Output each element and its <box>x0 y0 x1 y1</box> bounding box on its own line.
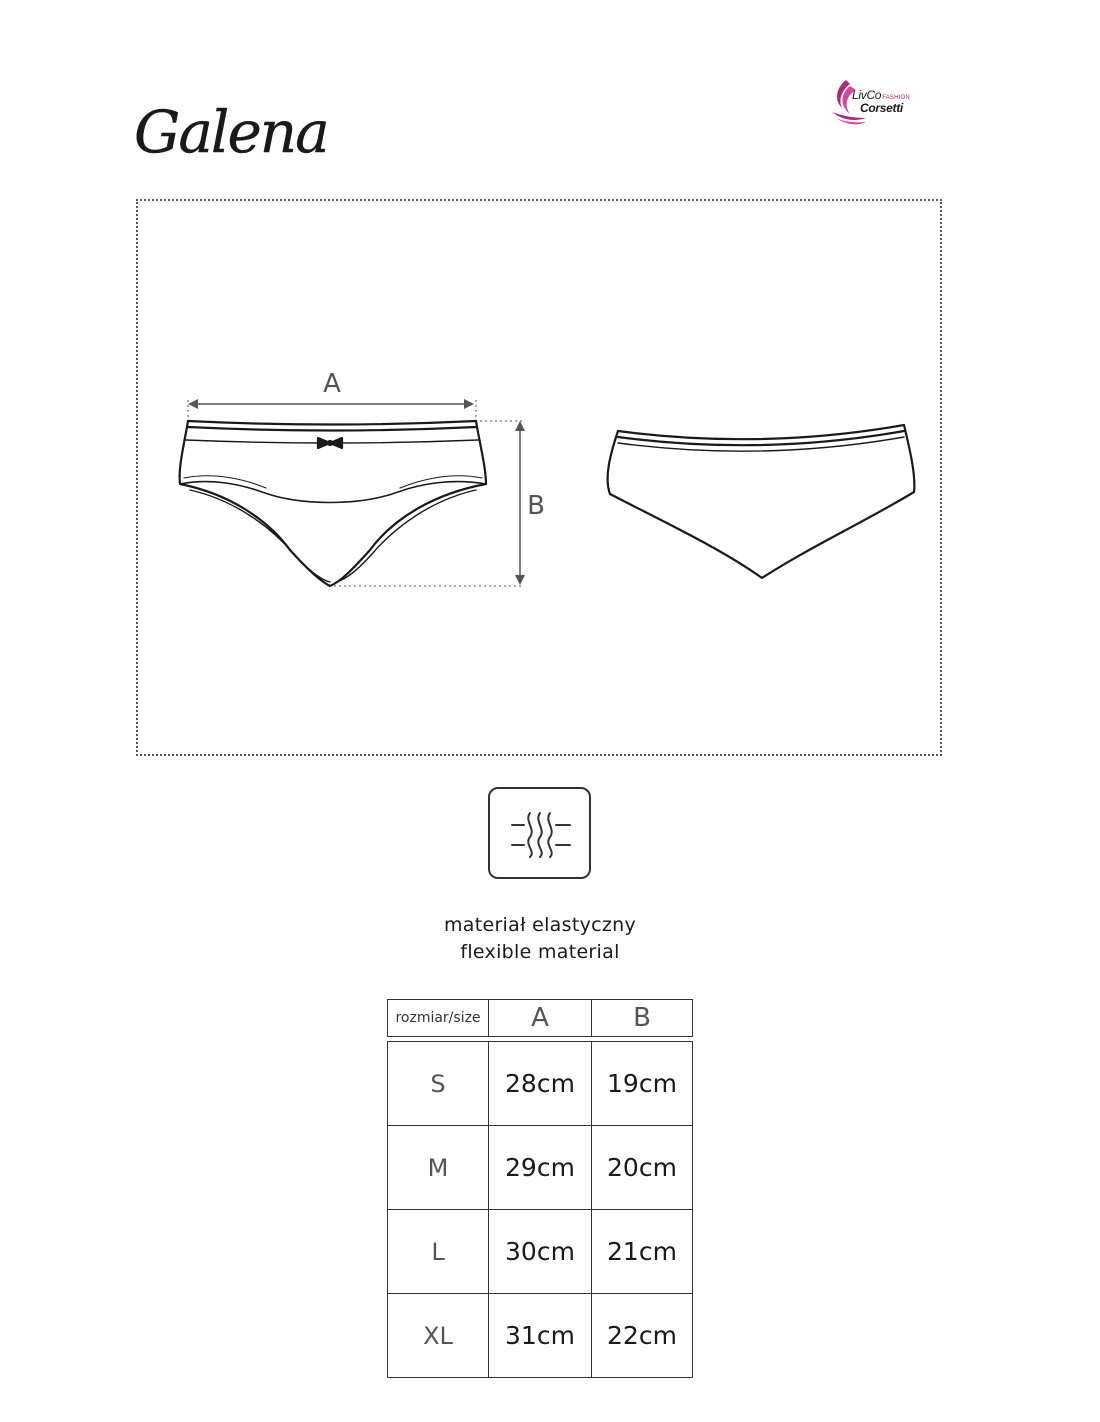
value-a-cell: 31cm <box>489 1294 592 1378</box>
value-b-cell: 20cm <box>592 1126 693 1210</box>
size-cell: S <box>388 1042 489 1126</box>
measurement-b-label: B <box>527 491 545 521</box>
value-b-cell: 22cm <box>592 1294 693 1378</box>
table-row <box>388 1126 693 1210</box>
table-row <box>388 1210 693 1294</box>
back-view-drawing <box>608 425 915 578</box>
elastic-fabric-icon <box>488 787 591 879</box>
size-cell: XL <box>388 1294 489 1378</box>
size-cell: M <box>388 1126 489 1210</box>
table-row <box>388 1294 693 1378</box>
product-title-text: Galena <box>134 98 328 166</box>
column-a-header: A <box>489 1000 592 1037</box>
brand-line2: Corsetti <box>860 101 903 115</box>
wavy-lines-icon <box>490 789 589 877</box>
size-table-header <box>387 999 693 1037</box>
value-b-cell: 21cm <box>592 1210 693 1294</box>
value-a-cell: 28cm <box>489 1042 592 1126</box>
measurement-a-label: A <box>323 369 341 399</box>
value-a-cell: 29cm <box>489 1126 592 1210</box>
front-view-drawing <box>180 421 486 586</box>
size-column-header: rozmiar/size <box>388 1000 489 1037</box>
table-header-row <box>388 1000 693 1037</box>
material-label-en: flexible material <box>460 941 620 963</box>
value-b-cell: 19cm <box>592 1042 693 1126</box>
measurement-a <box>188 399 476 420</box>
value-a-cell: 30cm <box>489 1210 592 1294</box>
brand-line1: LivCo <box>852 88 882 102</box>
size-table <box>387 1041 693 1378</box>
table-row <box>388 1042 693 1126</box>
brand-line1-suffix: FASHION <box>882 95 910 101</box>
column-b-header: B <box>592 1000 693 1037</box>
size-cell: L <box>388 1210 489 1294</box>
measurement-b <box>334 421 525 586</box>
material-label-pl: materiał elastyczny <box>443 914 637 936</box>
